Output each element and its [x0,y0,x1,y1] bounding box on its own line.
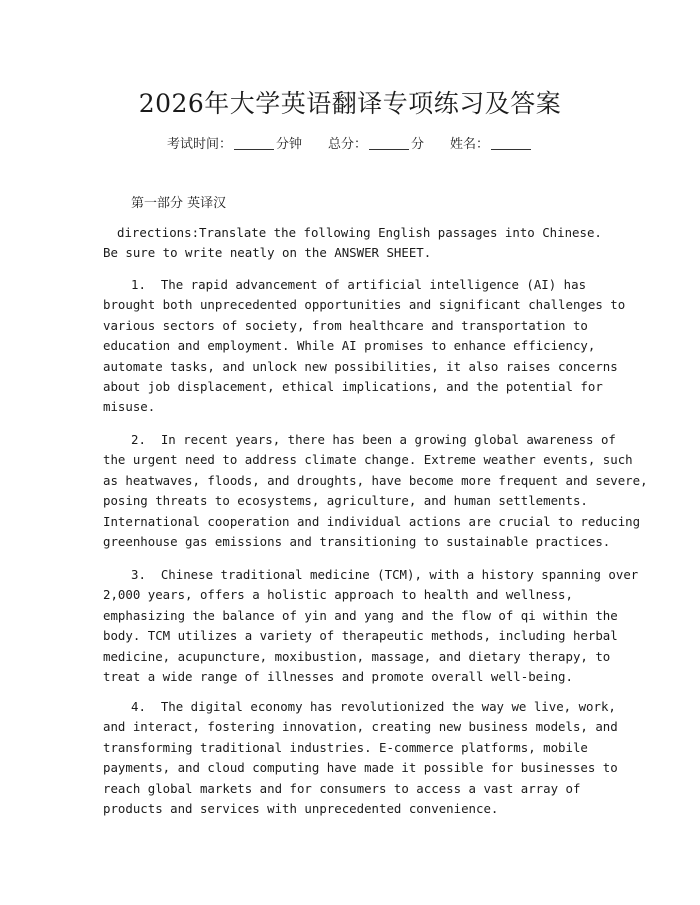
directions-line: Be sure to write neatly on the ANSWER SHEET. [103,245,432,261]
passage-line: treat a wide range of illnesses and promote overall well-being. [103,669,573,685]
passage-line: and interact, fostering innovation, creating new business models, and [103,719,618,735]
exam-meta [0,133,700,152]
directions [103,223,623,264]
passage-line: as heatwaves, floods, and droughts, have become more frequent and severe, [103,472,648,488]
passage-line: body. TCM utilizes a variety of therapeutic methods, including herbal [103,628,618,644]
document-title: 2026年大学英语翻译专项练习及答案 [138,89,562,118]
exam-time-blank [234,137,274,150]
passage-1 [103,275,626,418]
passage-2 [103,430,648,552]
passage-line: 1. The rapid advancement of artificial intelligence (AI) has [131,277,587,292]
passage-line: misuse. [103,399,156,415]
passage-line: posing threats to ecosystems, agriculture, and human settlements. [103,493,588,509]
passage-line: reach global markets and for consumers to access a vast array of [103,780,581,796]
passage-line: education and employment. While AI promises to enhance efficiency, [103,338,596,354]
name-blank [491,137,531,150]
passage-line: emphasizing the balance of yin and yang and the flow of qi within the [103,607,618,623]
passage-line: payments, and cloud computing have made it possible for businesses to [103,760,618,776]
passage-line: 3. Chinese traditional medicine (TCM), with a history spanning over [131,567,639,582]
passage-line: about job displacement, ethical implications, and the potential for [103,379,603,395]
passage-line: transforming traditional industries. E-commerce platforms, mobile [103,739,588,755]
directions-line: directions:Translate the following English passages into Chinese. [117,225,602,240]
passage-3 [103,565,639,687]
exam-time-label: 考试时间： [166,137,232,152]
passage-line: International cooperation and individual actions are crucial to reducing [103,513,641,529]
passage-line: various sectors of society, from healthcare and transportation to [103,317,588,333]
score-label: 总分： [327,137,367,152]
passage-line: products and services with unprecedented convenience. [103,801,499,817]
passage-line: automate tasks, and unlock new possibilities, it also raises concerns [103,358,618,374]
passage-4 [103,697,623,819]
passage-line: brought both unprecedented opportunities and significant challenges to [103,297,626,313]
passage-line: greenhouse gas emissions and transitioning to sustainable practices. [103,534,611,550]
score-blank [369,137,409,150]
name-label: 姓名： [450,137,490,152]
points-unit: 分 [411,137,425,152]
passage-line: 2. In recent years, there has been a growing global awareness of [131,432,616,447]
minutes-unit: 分钟 [275,137,302,152]
section-heading: 第一部分 英译汉 [131,196,227,211]
passage-line: the urgent need to address climate change. Extreme weather events, such [103,452,633,468]
passage-line: 2,000 years, offers a holistic approach to health and wellness, [103,587,573,603]
passage-line: 4. The digital economy has revolutionized the way we live, work, [131,699,616,714]
passage-line: medicine, acupuncture, moxibustion, massage, and dietary therapy, to [103,648,611,664]
